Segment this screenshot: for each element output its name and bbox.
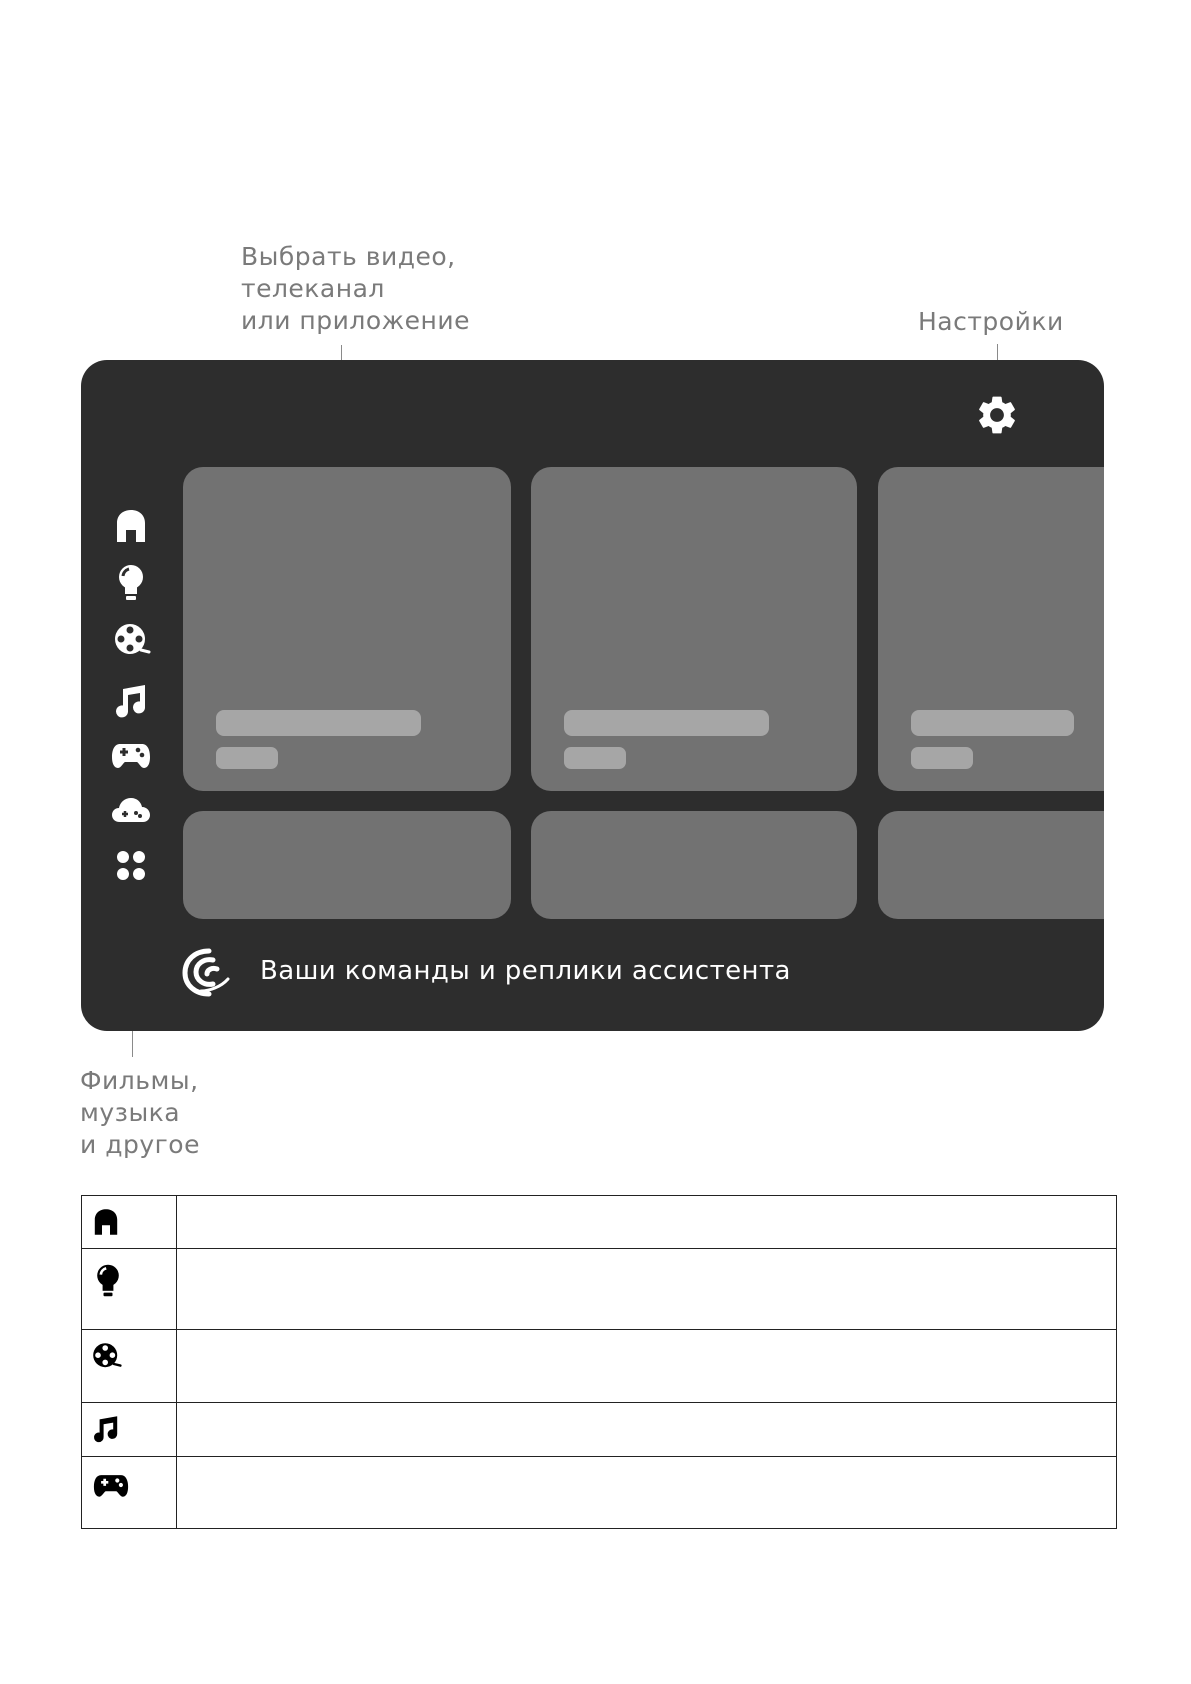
callout-select-line-3: или приложение <box>241 306 471 335</box>
table-cell-icon <box>82 1249 177 1330</box>
card-subtitle-placeholder <box>216 747 278 769</box>
callout-sidebar-line-1: Фильмы, <box>80 1066 199 1095</box>
callout-select-content <box>241 241 470 337</box>
card-title-placeholder <box>216 710 421 736</box>
callout-sidebar-line-3: и другое <box>80 1130 200 1159</box>
apps-icon[interactable] <box>111 846 151 886</box>
table-row <box>82 1249 1117 1330</box>
card-subtitle-placeholder <box>564 747 626 769</box>
content-card[interactable] <box>878 467 1104 791</box>
cloud-gaming-icon[interactable] <box>111 790 151 830</box>
film-reel-icon[interactable] <box>111 620 151 660</box>
callout-settings-label: Настройки <box>918 307 1064 336</box>
table-cell-text <box>177 1196 1117 1249</box>
table-cell-text <box>177 1249 1117 1330</box>
gamepad-icon <box>90 1467 132 1503</box>
tv-screen <box>81 360 1104 1031</box>
lightbulb-icon <box>90 1259 126 1301</box>
content-card[interactable] <box>183 467 511 791</box>
callout-select-line-1: Выбрать видео, <box>241 242 456 271</box>
table-cell-text <box>177 1457 1117 1529</box>
table-cell-icon <box>82 1403 177 1457</box>
table-cell-text <box>177 1330 1117 1403</box>
table-cell-icon <box>82 1196 177 1249</box>
film-reel-icon <box>90 1340 122 1372</box>
callout-sidebar <box>80 1065 200 1161</box>
content-card-small[interactable] <box>878 811 1104 919</box>
card-title-placeholder <box>564 710 769 736</box>
music-note-icon <box>90 1413 122 1445</box>
table-row <box>82 1403 1117 1457</box>
content-card-small[interactable] <box>531 811 857 919</box>
callout-sidebar-line-2: музыка <box>80 1098 181 1127</box>
gamepad-icon[interactable] <box>111 735 151 775</box>
assistant-caption: Ваши команды и реплики ассистента <box>260 956 791 986</box>
table-row <box>82 1457 1117 1529</box>
callout-select-line-2: телеканал <box>241 274 385 303</box>
table-row <box>82 1330 1117 1403</box>
content-card[interactable] <box>531 467 857 791</box>
home-icon <box>90 1206 122 1238</box>
table-cell-icon <box>82 1330 177 1403</box>
table-cell-icon <box>82 1457 177 1529</box>
icon-legend-table <box>81 1195 1117 1529</box>
content-card-small[interactable] <box>183 811 511 919</box>
gear-icon[interactable] <box>974 392 1020 438</box>
home-icon[interactable] <box>111 506 151 546</box>
card-subtitle-placeholder <box>911 747 973 769</box>
callout-settings <box>918 306 1064 338</box>
assistant-logo-icon <box>179 945 233 999</box>
lightbulb-icon[interactable] <box>111 562 151 602</box>
table-row <box>82 1196 1117 1249</box>
card-title-placeholder <box>911 710 1074 736</box>
music-note-icon[interactable] <box>111 681 151 721</box>
table-cell-text <box>177 1403 1117 1457</box>
